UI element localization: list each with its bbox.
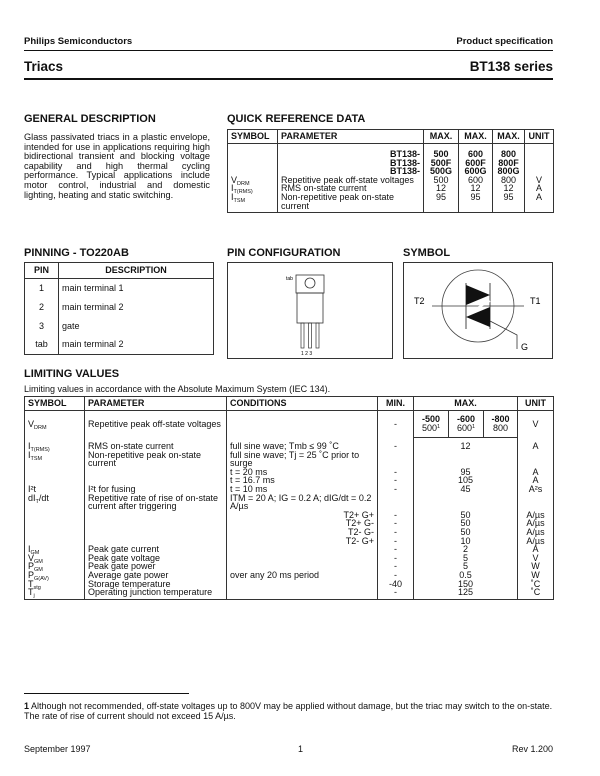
condition-text: full sine wave; Tj = 25 ˚C prior to surge <box>230 449 360 469</box>
symbol-base: T <box>28 578 34 589</box>
trigger-quadrant: T2- G- <box>348 526 374 537</box>
type-prefix: BT138- <box>389 157 420 168</box>
series-name: BT138 series <box>469 59 553 74</box>
symbol-cell <box>25 451 85 468</box>
unit-cell: A/µs <box>518 528 554 537</box>
conditions-cell <box>227 451 378 468</box>
parameter-cell: Non-repetitive peak on-state current <box>278 193 424 213</box>
qr-column-header: PARAMETER <box>278 130 424 144</box>
unit-cell: V <box>525 176 554 185</box>
symbol-heading: SYMBOL <box>403 247 451 259</box>
max-value <box>452 424 480 433</box>
max-value: 10 <box>414 537 518 546</box>
parameter-cell: Average gate power <box>85 571 227 580</box>
type-variant: 800F <box>498 157 519 168</box>
product-family: Triacs <box>24 59 64 74</box>
unit-cell: A/µs <box>518 537 554 546</box>
type-prefix-cell <box>278 144 424 176</box>
type-variant: 500F <box>430 157 452 168</box>
lv-row <box>25 528 554 537</box>
symbol-subscript: j <box>33 593 35 600</box>
symbol-cell <box>25 468 85 477</box>
footnote-number: 1 <box>24 701 30 711</box>
type-prefix: BT138- <box>389 166 420 177</box>
symbol-cell <box>25 537 85 546</box>
conditions-cell <box>227 438 378 451</box>
symbol-subscript: TSM <box>30 455 43 462</box>
type-variant: 800G <box>497 166 520 177</box>
max-value-number: 800 <box>492 422 509 433</box>
title-rule <box>24 78 553 80</box>
qr-type-row <box>228 144 554 176</box>
symbol-subscript: DRM <box>34 424 47 431</box>
trigger-quadrant: T2- G+ <box>345 535 374 546</box>
min-value: - <box>378 476 414 485</box>
type-variant-cell <box>424 144 459 176</box>
min-value: -40 <box>378 580 414 589</box>
min-value: - <box>378 554 414 563</box>
symbol-base: V <box>231 174 238 185</box>
min-value: - <box>378 519 414 528</box>
parameter-cell <box>85 519 227 528</box>
to220-package-drawing <box>228 263 392 358</box>
max-value: 95 <box>493 193 525 213</box>
conditions-cell <box>227 537 378 546</box>
qr-column-header: UNIT <box>525 130 554 144</box>
unit-cell <box>518 451 554 468</box>
max-value: 600 <box>459 176 493 185</box>
unit-cell: A²s <box>518 485 554 494</box>
max-value: 0.5 <box>414 571 518 580</box>
conditions-cell <box>227 554 378 563</box>
max-value: 125 <box>414 588 518 599</box>
max-value: 95 <box>424 193 459 213</box>
parameter-cell: Operating junction temperature <box>85 588 227 599</box>
symbol-base: I <box>28 449 31 460</box>
symbol-cell <box>228 144 278 176</box>
t1-label: T1 <box>530 296 541 306</box>
limiting-values-heading: LIMITING VALUES <box>24 368 120 380</box>
max-value: 800 <box>493 176 525 185</box>
symbol-cell <box>25 519 85 528</box>
type-variant-cell <box>459 144 493 176</box>
condition-text: t = 10 ms <box>230 483 268 494</box>
unit-cell: A <box>525 184 554 193</box>
symbol-subscript: DRM <box>237 180 250 187</box>
max-variant-label: -600 <box>456 414 475 424</box>
symbol-cell <box>25 411 85 438</box>
tab-label: tab <box>286 276 293 282</box>
conditions-cell <box>227 580 378 589</box>
max-variant-label: -500 <box>421 414 440 424</box>
trigger-quadrant: T2+ G- <box>345 518 374 529</box>
footnote <box>24 701 554 721</box>
condition-text: t = 20 ms <box>230 466 268 477</box>
min-value: - <box>378 545 414 554</box>
parameter-cell: Peak gate voltage <box>85 554 227 563</box>
max-value: 50 <box>414 494 518 520</box>
symbol-base: I <box>231 183 234 194</box>
parameter-cell: Storage temperature <box>85 580 227 589</box>
pin-number-labels: 1 2 3 <box>301 351 313 357</box>
type-prefix: BT138- <box>389 149 420 159</box>
symbol-cell <box>228 176 278 185</box>
symbol-base: P <box>28 569 35 580</box>
conditions-cell <box>227 411 378 438</box>
pin-configuration-heading: PIN CONFIGURATION <box>227 247 341 259</box>
max-value-number: 600 <box>456 422 472 433</box>
symbol-base: V <box>28 552 35 563</box>
symbol-cell <box>25 528 85 537</box>
symbol-base: I²t <box>28 483 36 494</box>
footer-revision: Rev 1.200 <box>511 744 553 754</box>
max-value: 95 <box>414 468 518 477</box>
triac-symbol-box <box>403 262 553 359</box>
symbol-cell <box>228 193 278 213</box>
unit-cell: W <box>518 571 554 580</box>
footer-page-number: 1 <box>298 744 304 754</box>
type-variant: 600 <box>467 149 484 159</box>
symbol-subscript: T(RMS) <box>30 446 50 453</box>
pin-configuration-box <box>227 262 393 359</box>
header-rule <box>24 50 553 51</box>
symbol-cell <box>25 588 85 599</box>
pin-number: 3 <box>38 320 44 331</box>
limiting-values-subtitle: Limiting values in accordance with the Absolute Maximum System (IEC 134). <box>24 384 331 394</box>
parameter-cell: Peak gate current <box>85 545 227 554</box>
conditions-cell <box>227 571 378 580</box>
max-value: 12 <box>493 184 525 193</box>
symbol-cell <box>25 494 85 520</box>
type-variant: 500G <box>429 166 453 177</box>
qr-row <box>228 193 554 213</box>
document-type: Product specification <box>456 36 553 47</box>
min-value <box>378 451 414 468</box>
unit-cell: A/µs <box>518 519 554 528</box>
lv-row <box>25 468 554 477</box>
symbol-subscript: G(AV) <box>34 575 49 582</box>
max-variant-label: -800 <box>491 414 510 424</box>
qr-column-header: MAX. <box>493 130 525 144</box>
max-value <box>414 451 518 468</box>
unit-cell: A <box>518 476 554 485</box>
pin-row <box>25 317 214 336</box>
max-value: 12 <box>459 184 493 193</box>
lv-column-header: MIN. <box>378 397 414 411</box>
lv-row <box>25 451 554 468</box>
general-description-heading: GENERAL DESCRIPTION <box>24 113 156 125</box>
max-value: 5 <box>414 554 518 563</box>
symbol-base: V <box>28 418 35 429</box>
symbol-subscript: GM <box>34 567 43 574</box>
min-value: - <box>378 468 414 477</box>
footnote-text: Although not recommended, off-state voltages up to 800V may be applied without damage, but the triac may switch to the on-state. The rate of rise of current should not exceed 15 A/µs. <box>24 701 553 721</box>
min-value: - <box>378 588 414 599</box>
parameter-cell: Peak gate power <box>85 562 227 571</box>
type-variant: 600F <box>465 157 486 168</box>
qr-column-header: MAX. <box>424 130 459 144</box>
pin-number: 2 <box>38 301 44 312</box>
max-value-number: 500 <box>421 422 437 433</box>
max-value: 12 <box>414 438 518 451</box>
footer-date: September 1997 <box>24 744 91 754</box>
condition-text: ITM = 20 A; IG = 0.2 A; dIG/dt = 0.2 A/µs <box>230 492 372 512</box>
lv-row <box>25 588 554 599</box>
max-value: 12 <box>424 184 459 193</box>
min-value: - <box>378 494 414 520</box>
max-value: 2 <box>414 545 518 554</box>
lv-row <box>25 494 554 520</box>
pin-description: main terminal 1 <box>59 279 214 298</box>
parameter-cell <box>85 468 227 477</box>
symbol-subscript: T(RMS) <box>233 189 253 196</box>
pinning-table <box>24 262 214 355</box>
limiting-values-table <box>24 396 554 600</box>
parameter-cell: RMS on-state current <box>278 184 424 193</box>
pin-description: gate <box>59 317 214 336</box>
symbol-base: I <box>28 544 31 555</box>
quick-reference-table <box>227 129 554 213</box>
symbol-subscript: T <box>35 498 39 505</box>
max-value <box>487 424 514 433</box>
max-value: 105 <box>414 476 518 485</box>
t2-label: T2 <box>414 296 425 306</box>
lv-row <box>25 411 554 438</box>
max-variant-cell <box>449 411 484 438</box>
parameter-cell: Non-repetitive peak on-state current <box>85 451 227 468</box>
min-value: - <box>378 537 414 546</box>
g-label: G <box>521 342 529 352</box>
company-name: Philips Semiconductors <box>24 36 133 47</box>
min-value: - <box>378 528 414 537</box>
conditions-cell <box>227 494 378 520</box>
lv-column-header: SYMBOL <box>25 397 85 411</box>
max-variant-cell <box>484 411 518 438</box>
pin-number: tab <box>35 339 48 350</box>
max-value <box>417 424 445 433</box>
unit-cell: A <box>518 545 554 554</box>
pin-description: main terminal 2 <box>59 298 214 317</box>
conditions-cell <box>227 545 378 554</box>
unit-cell: V <box>518 554 554 563</box>
type-variant-cell <box>493 144 525 176</box>
qr-column-header: MAX. <box>459 130 493 144</box>
pin-description: main terminal 2 <box>59 336 214 355</box>
type-variant: 600G <box>464 166 487 177</box>
footnote-rule <box>24 693 189 694</box>
lv-column-header: CONDITIONS <box>227 397 378 411</box>
qr-column-header: SYMBOL <box>228 130 278 144</box>
min-value: - <box>378 571 414 580</box>
max-value: 5 <box>414 562 518 571</box>
parameter-cell: Repetitive peak off-state voltages <box>278 176 424 185</box>
lv-row <box>25 438 554 451</box>
parameter-cell: I²t for fusing <box>85 485 227 494</box>
pin-column-header: PIN <box>25 263 59 279</box>
unit-cell: A/µs <box>518 494 554 520</box>
parameter-cell <box>85 528 227 537</box>
unit-cell <box>525 144 554 176</box>
unit-cell: ˚C <box>518 580 554 589</box>
symbol-base: T <box>28 587 34 598</box>
max-variant-cell <box>414 411 449 438</box>
unit-cell: A <box>518 438 554 451</box>
unit-cell: W <box>518 562 554 571</box>
symbol-base: dI <box>28 492 36 503</box>
conditions-cell <box>227 588 378 599</box>
footnote-ref: 1 <box>471 423 476 430</box>
footnote-ref: 1 <box>436 423 441 430</box>
pin-row <box>25 279 214 298</box>
symbol-subscript: TSM <box>233 197 246 204</box>
symbol-subscript: stg <box>33 584 41 591</box>
condition-text: over any 20 ms period <box>230 569 320 580</box>
symbol-cell <box>25 438 85 451</box>
pinning-heading: PINNING - TO220AB <box>24 247 129 259</box>
pin-number: 1 <box>38 282 44 293</box>
max-value: 45 <box>414 485 518 494</box>
lv-row <box>25 519 554 528</box>
max-value: 50 <box>414 519 518 528</box>
type-variant: 500 <box>433 149 449 159</box>
min-value: - <box>378 411 414 438</box>
symbol-suffix: /dt <box>38 492 49 503</box>
unit-cell: ˚C <box>518 588 554 599</box>
trigger-quadrant: T2+ G+ <box>343 509 374 520</box>
condition-text: t = 16.7 ms <box>230 475 275 486</box>
min-value: - <box>378 485 414 494</box>
description-column-header: DESCRIPTION <box>59 263 214 279</box>
lv-column-header: UNIT <box>518 397 554 411</box>
unit-cell: A <box>518 468 554 477</box>
unit-cell: V <box>518 411 554 438</box>
lv-column-header: PARAMETER <box>85 397 227 411</box>
unit-cell: A <box>525 193 554 213</box>
condition-text: full sine wave; Tmb ≤ 99 ˚C <box>230 440 339 451</box>
symbol-base: P <box>28 561 35 572</box>
symbol-subscript: GM <box>34 558 43 565</box>
parameter-cell: Repetitive peak off-state voltages <box>85 411 227 438</box>
pin-row <box>25 336 214 355</box>
min-value: - <box>378 438 414 451</box>
general-description-text: Glass passivated triacs in a plastic envelope, intended for use in applications requiring high bidirectional transient and blocking voltage capability and high thermal cycling performance. Typical applications include motor control, industrial and domestic lighting, heating and static switching. <box>24 132 210 200</box>
parameter-cell: RMS on-state current <box>85 438 227 451</box>
lv-column-header: MAX. <box>414 397 518 411</box>
pin-row <box>25 298 214 317</box>
max-value: 50 <box>414 528 518 537</box>
quick-reference-heading: QUICK REFERENCE DATA <box>227 113 366 125</box>
parameter-cell: Repetitive rate of rise of on-state current after triggering <box>85 494 227 520</box>
triac-symbol-icon <box>404 263 552 358</box>
symbol-subscript: GM <box>30 550 40 557</box>
type-variant: 800 <box>500 149 517 159</box>
min-value: - <box>378 562 414 571</box>
max-value: 95 <box>459 193 493 213</box>
max-value: 500 <box>424 176 459 185</box>
symbol-base: I <box>28 440 31 451</box>
max-value: 150 <box>414 580 518 589</box>
symbol-base: I <box>231 191 234 202</box>
